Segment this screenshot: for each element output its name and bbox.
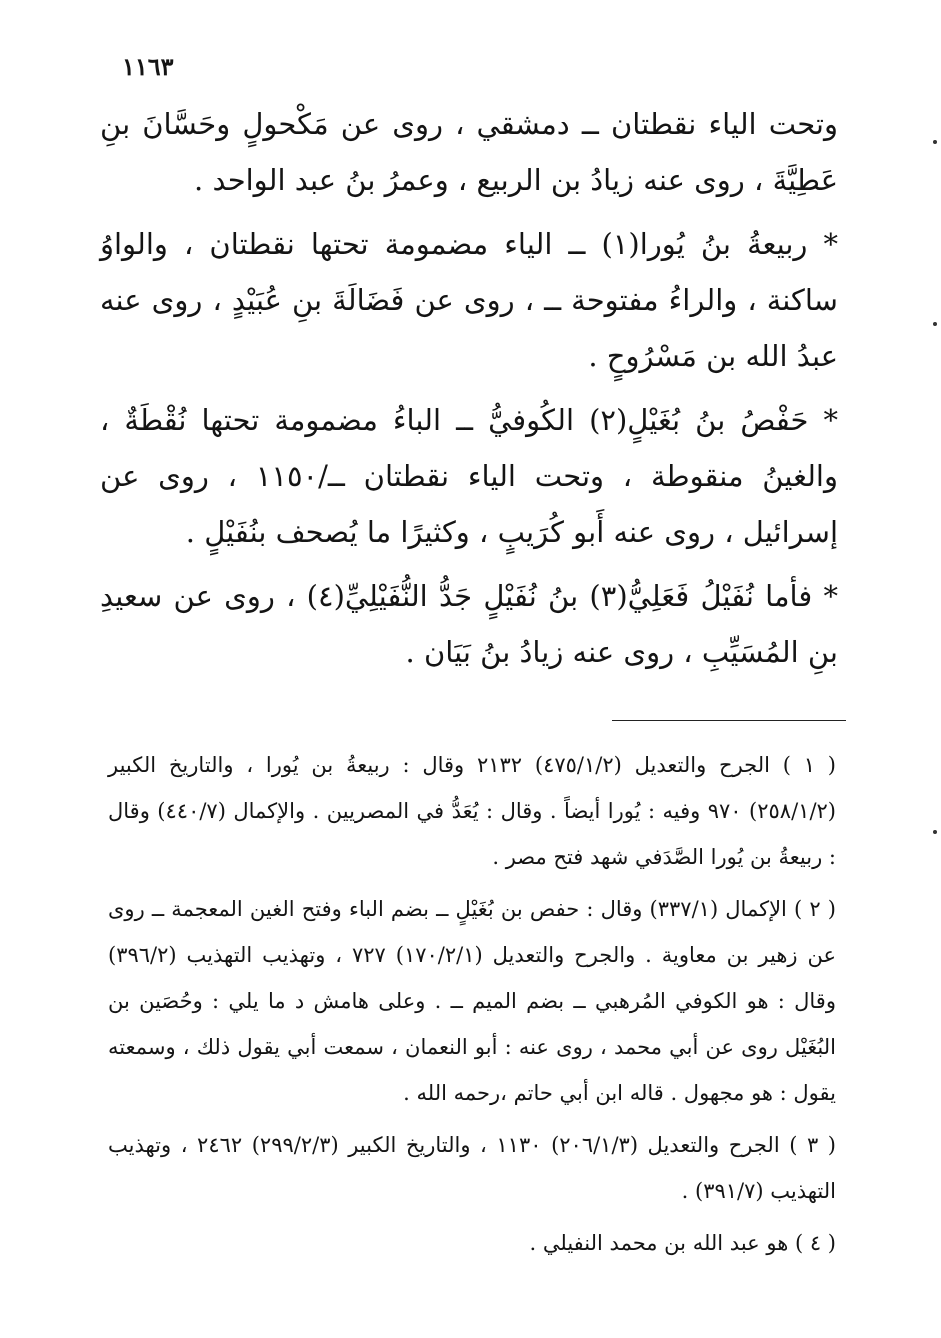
margin-mark xyxy=(933,830,937,834)
page-number: ١١٦٣ xyxy=(122,52,174,81)
margin-mark xyxy=(933,322,937,326)
main-text xyxy=(100,96,838,688)
footnote-3: ( ٣ ) الجرح والتعديل (٢٠٦/١/٣) ١١٣٠ ، والتاريخ الكبير (٢٩٩/٢/٣) ٢٤٦٢ ، وتهذيب التهذيب (٣٩١/٧) . xyxy=(108,1133,836,1203)
footnote-1: ( ١ ) الجرح والتعديل (٤٧٥/١/٢) ٢١٣٢ وقال : ربيعةُ بن يُورا ، والتاريخ الكبير (٢٥٨/١/٢) ٩٧٠ وفيه : يُورا أيضاً . وقال : يُعَدُّ في المصريين . والإكمال (٤٤٠/٧) وقال : ربيعةُ بن يُورا الصَّدَفي شهد فتح مصر . xyxy=(108,753,836,869)
entry-text: وتحت الياء نقطتان ــ دمشقي ، روى عن مَكْحولٍ وحَسَّانَ بنِ عَطِيَّةَ ، روى عنه زيادُ بن الربيع ، وعمرُ بنُ عبد الواحد . xyxy=(100,107,838,197)
margin-mark xyxy=(933,140,937,144)
entry-text: * حَفْصُ بنُ بُغَيْلٍ(٢) الكُوفيُّ ــ الباءُ مضمومة تحتها نُقْطَةٌ ، والغينُ منقوطة ، وتحت الياء نقطتان ــ/١١٥٠ ، روى عن إسرائيل ، روى عنه أَبو كُرَيبٍ ، وكثيرًا ما يُصحف بنُفَيْلٍ . xyxy=(100,403,838,549)
footnote-2: ( ٢ ) الإكمال (٣٣٧/١) وقال : حفص بن بُغَيْلٍ ــ بضم الباء وفتح الغين المعجمة ــ روى عن زهير بن معاوية . والجرح والتعديل (١٧٠/٢/١) ٧٢٧ ، وتهذيب التهذيب (٣٩٦/٢) وقال : هو الكوفي المُرهبي ــ بضم الميم ــ . وعلى هامش د ما يلي : وحُصَين بن البُغَيْل روى عن أبي محمد ، روى عنه : أبو النعمان ، سمعت أبي يقول ذلك ، وسمعته يقول : هو مجهول . قاله ابن أبي حاتم ،رحمه الله . xyxy=(108,897,836,1105)
entry-hafs-bin-bughayl xyxy=(100,392,838,560)
entry-rabia-bin-yura xyxy=(100,216,838,384)
footnote-4: ( ٤ ) هو عبد الله بن محمد النفيلي . xyxy=(529,1231,836,1255)
entry-nufayl xyxy=(100,568,838,680)
footnote-divider xyxy=(612,720,846,721)
entry-text: * ربيعةُ بنُ يُورا(١) ــ الياء مضمومة تحتها نقطتان ، والواوُ ساكنة ، والراءُ مفتوحة ــ ، روى عن فَضَالَةَ بنِ عُبَيْدٍ ، روى عنه عبدُ الله بن مَسْرُوحٍ . xyxy=(100,227,838,373)
entry-text: * فأما نُفَيْلُ فَعَلِيُّ(٣) بنُ نُفَيْلٍ جَدُّ النُّفَيْلِيِّ(٤) ، روى عن سعيدِ بنِ المُسَيِّبِ ، روى عنه زيادُ بنُ بَيَان . xyxy=(100,579,838,669)
entry-continuation xyxy=(100,96,838,208)
footnotes xyxy=(108,742,836,1272)
